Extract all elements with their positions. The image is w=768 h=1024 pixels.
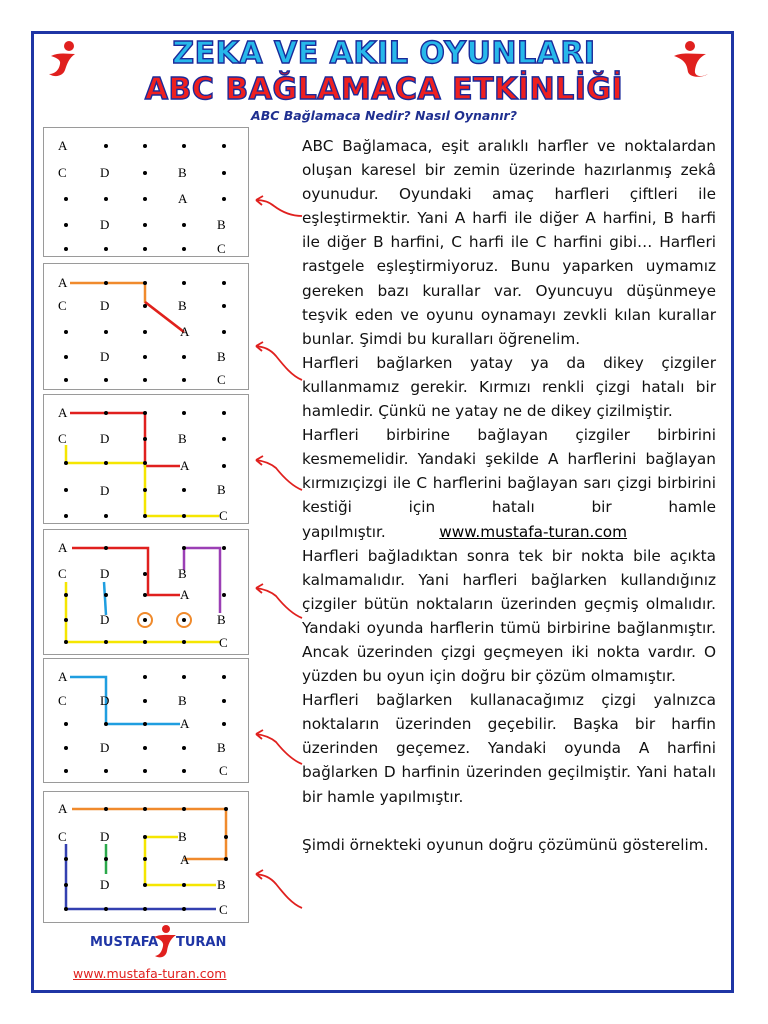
grid-letter: C bbox=[58, 298, 67, 313]
grid-letter: B bbox=[217, 612, 226, 627]
spacer bbox=[302, 809, 716, 833]
grid-letter: C bbox=[217, 241, 226, 256]
grid-letter: A bbox=[58, 801, 68, 816]
grid-letter: C bbox=[219, 763, 228, 778]
example-panel-3 bbox=[43, 394, 249, 524]
grid-letter: B bbox=[178, 431, 187, 446]
grid-letter: D bbox=[100, 612, 110, 627]
footer-url-link[interactable]: www.mustafa-turan.com bbox=[73, 966, 227, 981]
grid-letter: C bbox=[219, 902, 228, 917]
grid-letter: A bbox=[58, 138, 68, 153]
arrow-icon bbox=[252, 582, 304, 622]
grid-letter: C bbox=[58, 165, 67, 180]
grid-letter: B bbox=[178, 693, 187, 708]
grid-letter: B bbox=[217, 217, 226, 232]
grid-letter: C bbox=[219, 635, 228, 650]
grid-letter: D bbox=[100, 693, 110, 708]
grid-letter: D bbox=[100, 877, 110, 892]
arrow-icon bbox=[252, 454, 304, 494]
rule-2-paragraph bbox=[302, 423, 716, 543]
closing-paragraph: Şimdi örnekteki oyunun doğru çözümünü gösterelim. bbox=[302, 835, 709, 854]
arrow-icon bbox=[252, 728, 304, 768]
grid-letter: B bbox=[217, 482, 226, 497]
grid-letter: B bbox=[217, 740, 226, 755]
grid-letter: C bbox=[217, 372, 226, 387]
brand-logo-icon bbox=[152, 924, 178, 960]
grid-letter: D bbox=[100, 349, 110, 364]
brand-name-right: TURAN bbox=[176, 935, 227, 950]
grid-letter: C bbox=[58, 829, 67, 844]
grid-letter: B bbox=[178, 566, 187, 581]
grid-letter: A bbox=[58, 669, 68, 684]
grid-letter: B bbox=[178, 165, 187, 180]
rule-1-paragraph: Harfleri bağlarken yatay ya da dikey çizgiler kullanmamız gerekir. Kırmızı renkli çizgi hatalı bir hamledir. Çünkü ne yatay ne de dikey çizilmiştir. bbox=[302, 353, 716, 421]
arrow-icon bbox=[252, 194, 304, 220]
section-subtitle: ABC Bağlamaca Nedir? Nasıl Oynanır? bbox=[251, 108, 517, 123]
example-panel-2 bbox=[43, 263, 249, 390]
rule-3-paragraph: Harfleri bağladıktan sonra tek bir nokta bile açıkta kalmamalıdır. Yani harfleri bağlarken kullandığınız çizgiler bütün noktaların üzerinden geçmiş olmalıdır. Yandaki oyunda harflerin tümü birbirine bağlanmıştır. Ancak üzerinden çizgi geçmeyen iki nokta vardır. O yüzden bu oyun için doğru bir çözüm olmamıştır. bbox=[302, 546, 716, 686]
grid-letter: D bbox=[100, 829, 110, 844]
grid-letter: D bbox=[100, 431, 110, 446]
grid-letter: A bbox=[180, 716, 190, 731]
rule-2-text: Harfleri birbirine bağlayan çizgiler birbirini kesmemelidir. Yandaki şekilde A harflerini bağlayan kırmızıçizgi ile C harflerini bağlayan sarı çizgi birbirini kestiği için hatalı bir hamle yapılmıştır. bbox=[302, 426, 716, 541]
example-panel-4 bbox=[43, 529, 249, 655]
grid-letter: C bbox=[58, 431, 67, 446]
page-title: ZEKA VE AKIL OYUNLARI bbox=[172, 36, 596, 71]
grid-letter: A bbox=[58, 405, 68, 420]
page-subtitle-title: ABC BAĞLAMACA ETKİNLİĞİ bbox=[144, 72, 624, 107]
grid-letter: A bbox=[180, 458, 190, 473]
grid-letter: B bbox=[217, 877, 226, 892]
grid-letter: A bbox=[180, 587, 190, 602]
explanation-text bbox=[302, 134, 716, 857]
grid-letter: C bbox=[219, 508, 228, 523]
grid-letter: B bbox=[217, 349, 226, 364]
grid-letter: D bbox=[100, 740, 110, 755]
grid-letter: B bbox=[178, 829, 187, 844]
grid-letter: A bbox=[178, 191, 188, 206]
grid-letter: C bbox=[58, 566, 67, 581]
grid-letter: C bbox=[58, 693, 67, 708]
brand-name-left: MUSTAFA bbox=[90, 935, 159, 950]
rule-4-paragraph: Harfleri bağlarken kullanacağımız çizgi yalnızca noktaların üzerinden geçebilir. Başka bir harfin üzerinden geçemez. Yandaki oyunda A harfini bağlarken D harfinin üzerinden geçilmiştir. Yani hatalı bir hamle yapılmıştır. bbox=[302, 691, 716, 806]
example-panel-5 bbox=[43, 658, 249, 783]
example-panel-1 bbox=[43, 127, 249, 257]
grid-letter: B bbox=[178, 298, 187, 313]
grid-letter: A bbox=[180, 324, 190, 339]
intro-paragraph: ABC Bağlamaca, eşit aralıklı harfler ve noktalardan oluşan karesel bir zemin üzerinde hazırlanmış zekâ oyunudur. Oyundaki amaç harfleri çiftleri ile eşleştirmektir. Yani A harfi ile diğer A harfini, B harfi ile diğer B harfini, C harfi ile C harfini gibi… Harfleri rastgele eşleştirmiyoruz. Bunu yaparken uymamız gereken bazı kurallar var. Oyuncuyu düşünmeye teşvik eden ve oyunu oynamayı zevkli kılan kurallar bunlar. Şimdi bu kuralları öğrenelim. bbox=[302, 137, 716, 348]
grid-letter: A bbox=[58, 275, 68, 290]
grid-letter: D bbox=[100, 298, 110, 313]
grid-letter: D bbox=[100, 566, 110, 581]
grid-letter: D bbox=[100, 483, 110, 498]
example-panel-6 bbox=[43, 791, 249, 923]
grid-letter: A bbox=[58, 540, 68, 555]
arrow-icon bbox=[252, 340, 304, 384]
inline-url-link[interactable]: www.mustafa-turan.com bbox=[439, 522, 628, 541]
arrow-icon bbox=[252, 868, 304, 912]
grid-letter: A bbox=[180, 852, 190, 867]
grid-letter: D bbox=[100, 217, 110, 232]
grid-letter: D bbox=[100, 165, 110, 180]
